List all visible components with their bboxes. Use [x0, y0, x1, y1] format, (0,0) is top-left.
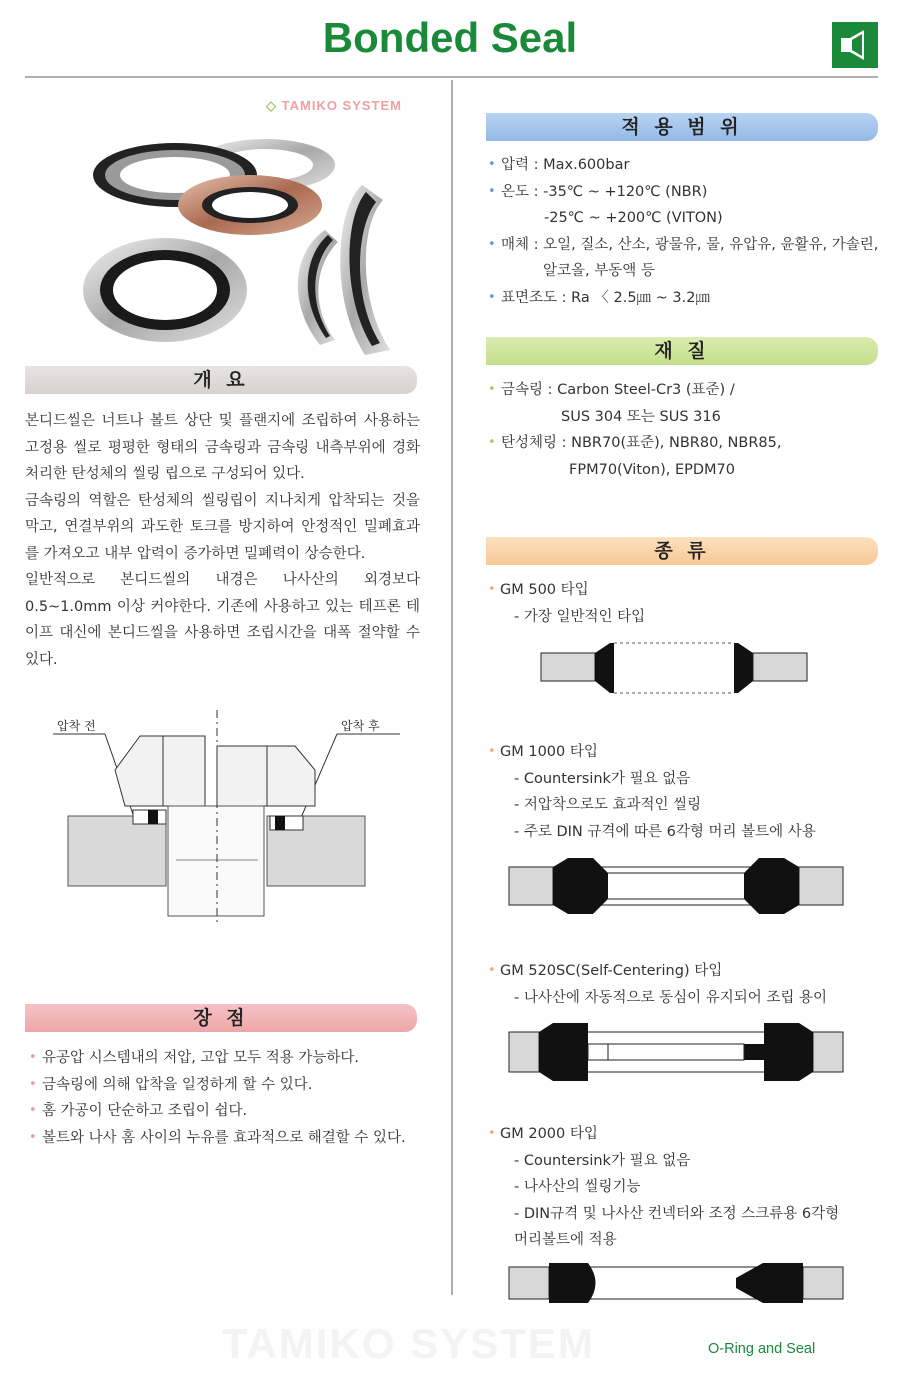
column-divider — [451, 80, 453, 1295]
type-name: • GM 500 타입 — [488, 577, 645, 604]
type-gm1000 — [488, 739, 816, 845]
scope-temperature-viton: -25℃ ~ +200℃ (VITON) — [544, 210, 723, 226]
material-metal: • 금속링 : Carbon Steel-Cr3 (표준) / — [487, 377, 887, 404]
types-heading: 종 류 — [486, 537, 878, 565]
overview-paragraph: 일반적으로 본디드씰의 내경은 나사산의 외경보다 0.5~1.0mm 이상 커야한다. 기존에 사용하고 있는 테프론 테이프 대신에 본디드씰을 사용하면 조립시간을 대폭 절약할 수 있다. — [25, 572, 420, 668]
after-label: 압착 후 — [341, 719, 380, 733]
overview-paragraph: 본디드씰은 너트나 볼트 상단 및 플랜지에 조립하여 사용하는 고정용 씰로 평평한 형태의 금속링과 금속링 내측부위에 경화 처리한 탄성체의 씰링 립으로 구성되어 있다. — [25, 413, 420, 482]
material-elastomer-cont: FPM70(Viton), EPDM70 — [569, 461, 735, 478]
type-name: • GM 1000 타입 — [488, 739, 816, 766]
gm520sc-profile-diagram — [508, 1022, 844, 1082]
type-desc: - DIN규격 및 나사산 컨넥터와 조정 스크류용 6각형 — [514, 1205, 840, 1222]
product-photo — [80, 130, 410, 360]
material-elastomer: • 탄성체링 : NBR70(표준), NBR80, NBR85, — [487, 430, 887, 457]
overview-body — [25, 408, 420, 673]
scope-media: • 매체 : 오일, 질소, 산소, 광물유, 물, 유압유, 윤활유, 가솔린, — [487, 232, 887, 259]
advantage-item: • 홈 가공이 단순하고 조립이 쉽다. — [28, 1098, 423, 1125]
advantage-item: • 볼트와 나사 홈 사이의 누유를 효과적으로 해결할 수 있다. — [28, 1125, 423, 1152]
overview-heading: 개 요 — [25, 366, 417, 394]
scope-pressure: • 압력 : Max.600bar — [487, 152, 887, 179]
title-divider — [25, 76, 878, 78]
type-desc: - 저압착으로도 효과적인 씰링 — [514, 797, 702, 813]
gm500-profile-diagram — [540, 640, 808, 696]
footer-watermark: TAMIKO SYSTEM — [222, 1320, 595, 1367]
type-gm520sc — [488, 958, 827, 1011]
type-desc: - 주로 DIN 규격에 따른 6각형 머리 볼트에 사용 — [514, 823, 816, 840]
speaker-icon — [832, 22, 878, 68]
material-metal-cont: SUS 304 또는 SUS 316 — [561, 408, 721, 425]
overview-paragraph: 금속링의 역할은 탄성체의 씰링립이 지나치게 압착되는 것을 막고, 연결부위의 과도한 토크를 방지하여 안정적인 밀폐효과를 가져오고 내부 압력이 증가하면 밀폐력이 상승한다. — [25, 492, 420, 562]
type-gm2000 — [488, 1121, 839, 1254]
type-desc: - 나사산의 씰링기능 — [514, 1179, 641, 1195]
assembly-cross-section-diagram — [45, 710, 405, 930]
scope-list — [487, 152, 887, 311]
type-desc: 머리볼트에 적용 — [514, 1232, 617, 1248]
scope-surface: • 표면조도 : Ra 〈 2.5㎛ ~ 3.2㎛ — [487, 285, 887, 312]
advantage-item: • 유공압 시스템내의 저압, 고압 모두 적용 가능하다. — [28, 1045, 423, 1072]
type-name: • GM 2000 타입 — [488, 1121, 839, 1148]
scope-temperature: • 온도 : -35℃ ~ +120℃ (NBR) — [487, 179, 887, 206]
advantages-heading: 장 점 — [25, 1004, 417, 1032]
gm1000-profile-diagram — [508, 855, 844, 917]
type-gm500 — [488, 577, 645, 630]
scope-media-cont: 알코올, 부동액 등 — [543, 263, 655, 279]
scope-heading: 적 용 범 위 — [486, 113, 878, 141]
material-heading: 재 질 — [486, 337, 878, 365]
advantages-list — [28, 1045, 423, 1151]
type-desc: - 나사산에 자동적으로 동심이 유지되어 조립 용이 — [514, 989, 828, 1006]
type-desc: - Countersink가 필요 없음 — [514, 770, 691, 787]
footer-caption: O-Ring and Seal — [708, 1341, 816, 1357]
material-list — [487, 377, 887, 483]
before-label: 압착 전 — [57, 719, 96, 733]
type-desc: - Countersink가 필요 없음 — [514, 1152, 691, 1169]
page-title: Bonded Seal — [322, 14, 578, 61]
advantage-item: • 금속링에 의해 압착을 일정하게 할 수 있다. — [28, 1072, 423, 1099]
brand-logo-small: ◇ TAMIKO SYSTEM — [266, 98, 402, 113]
type-name: • GM 520SC(Self-Centering) 타입 — [488, 958, 827, 985]
gm2000-profile-diagram — [508, 1262, 844, 1304]
type-desc: - 가장 일반적인 타입 — [514, 608, 646, 625]
